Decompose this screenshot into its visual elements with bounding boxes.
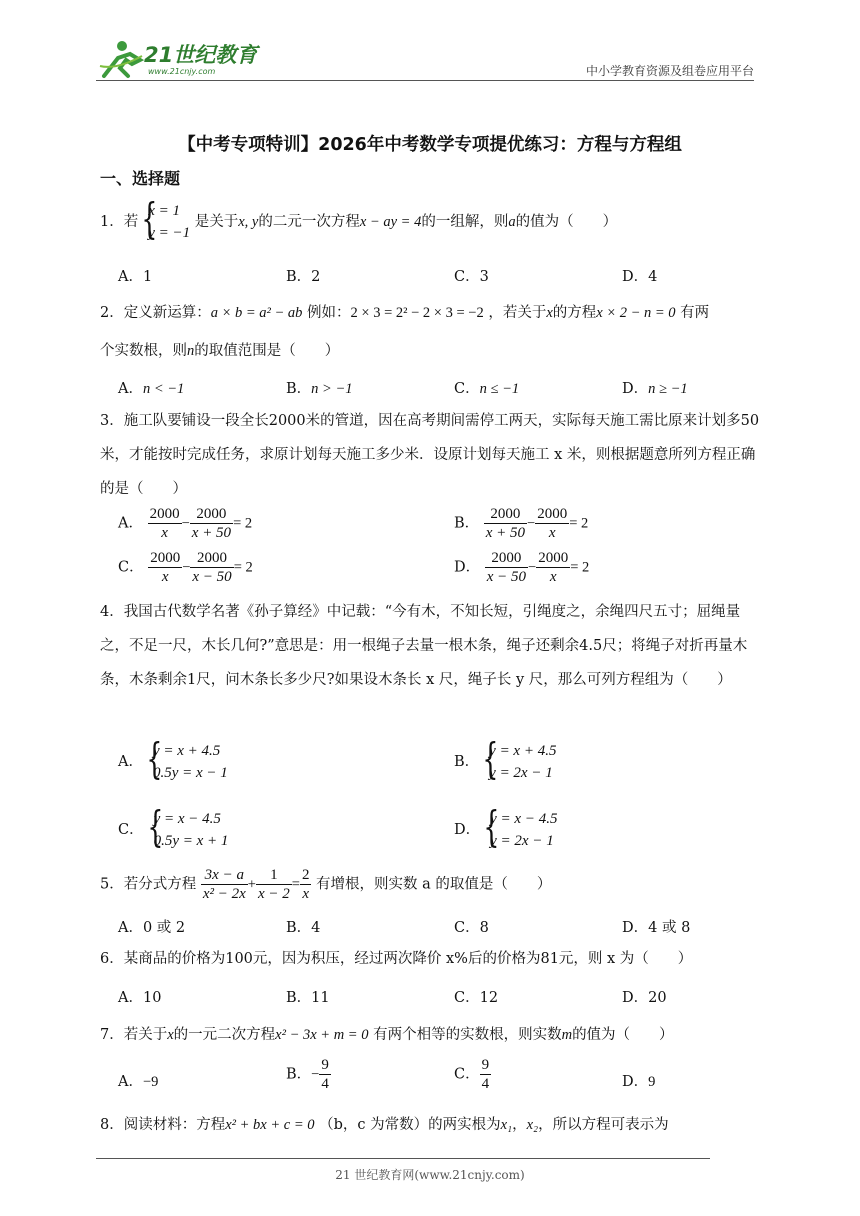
q1-option-d: D．4 [622, 269, 658, 285]
logo-url: www.21cnjy.com [148, 67, 216, 76]
section-heading: 一、选择题 [100, 169, 181, 188]
q2-option-a: A．n < −1 [118, 381, 185, 397]
q4-option-c: C． { y = x − 4.5 0.5y = x + 1 [118, 808, 228, 852]
q1-option-b: B．2 [286, 269, 321, 285]
question-8: 8．阅读材料：方程x² + bx + c = 0 （b，c 为常数）的两实根为x₁，x₂，所以方程可表示为 [100, 1117, 669, 1133]
q4-option-a: A． { y = x + 4.5 0.5y = x − 1 [118, 740, 228, 784]
question-6: 6．某商品的价格为100元，因为积压，经过两次降价 x%后的价格为81元，则 x 为（ ） [100, 951, 693, 967]
q2-option-c: C．n ≤ −1 [454, 381, 520, 397]
q7-option-d: D．9 [622, 1074, 656, 1090]
q6-option-d: D．20 [622, 990, 667, 1006]
footer-text: 21 世纪教育网(www.21cnjy.com) [335, 1168, 525, 1182]
q4-option-b: B． { y = x + 4.5 y = 2x − 1 [454, 740, 556, 784]
q7-option-a: A．−9 [118, 1074, 159, 1090]
q3-option-d: D． $\frac{2000}{x - 50}$ − $\frac{2000}{x}$ = 2 [454, 550, 590, 585]
question-5: 5．若分式方程 $\frac{3x - a}{\text{x² − 2x}}$ + $\frac{1}{x - 2}$ = $\frac{2}{x}$ 有增根，则实数 a 的取值是（ ） [100, 867, 552, 902]
q5-option-a: A．0 或 2 [118, 920, 186, 936]
site-logo [96, 36, 266, 80]
q3-option-b: B． $\frac{2000}{x + 50}$ − $\frac{2000}{x}$ = 2 [454, 506, 589, 541]
q6-option-b: B．11 [286, 990, 330, 1006]
header-platform-text: 中小学教育资源及组卷应用平台 [585, 64, 754, 78]
question-2-line-1: 2．定义新运算：a × b = a² − ab 例如：2 × 3 = 2² − 2 × 3 = −2 ，若关于x的方程x × 2 − n = 0 有两 [100, 305, 710, 321]
q4-option-d: D． { y = x − 4.5 y = 2x − 1 [454, 808, 557, 852]
question-1: 1．若 { x = 1 y = −1 是关于x, y的二元一次方程x − ay = 4的一组解，则a的值为（ ） [100, 200, 768, 244]
logo-text: 21世纪教育 [144, 43, 258, 67]
q5-option-c: C．8 [454, 920, 489, 936]
header-divider [96, 80, 754, 81]
q7-option-c: C． $\frac{9}{4}$ [454, 1057, 490, 1092]
page-title: 【中考专项特训】2026年中考数学专项提优练习：方程与方程组 [178, 135, 682, 155]
q5-option-d: D．4 或 8 [622, 920, 691, 936]
q3-option-a: A． $\frac{2000}{x}$ − $\frac{2000}{x + 50}$ = 2 [118, 506, 253, 541]
q6-option-a: A．10 [118, 990, 162, 1006]
q1-system: { x = 1 y = −1 [138, 200, 190, 244]
footer-divider [96, 1158, 710, 1159]
q7-option-b: B．− $\frac{9}{4}$ [286, 1057, 329, 1092]
q1-option-a: A．1 [118, 269, 153, 285]
q1-option-c: C．3 [454, 269, 489, 285]
q6-option-c: C．12 [454, 990, 499, 1006]
q2-option-d: D．n ≥ −1 [622, 381, 688, 397]
q5-option-b: B．4 [286, 920, 321, 936]
question-7: 7．若关于x的一元二次方程x² − 3x + m = 0 有两个相等的实数根，则实数m的值为（ ） [100, 1027, 674, 1043]
q3-option-c: C． $\frac{2000}{x}$ − $\frac{2000}{x - 50}$ = 2 [118, 550, 253, 585]
question-3: 3．施工队要铺设一段全长2000米的管道，因在高考期间需停工两天，实际每天施工需比原来计划多50米，才能按时完成任务，求原计划每天施工多少米．设原计划每天施工 x 米，则根据题意所列方程正确的是（ ） [100, 413, 760, 497]
q2-option-b: B．n > −1 [286, 381, 353, 397]
question-4: 4．我国古代数学名著《孙子算经》中记载：“今有木，不知长短，引绳度之，余绳四尺五寸；屈绳量之，不足一尺，木长几何?”意思是：用一根绳子去量一根木条，绳子还剩余4.5尺；将绳子对折再量木条，木条剩余1尺，问木条长多少尺?如果设木条长 x 尺，绳子长 y 尺，那么可列方程组为（ ） [100, 604, 748, 688]
question-2-line-2: 个实数根，则n的取值范围是（ ） [100, 343, 340, 359]
